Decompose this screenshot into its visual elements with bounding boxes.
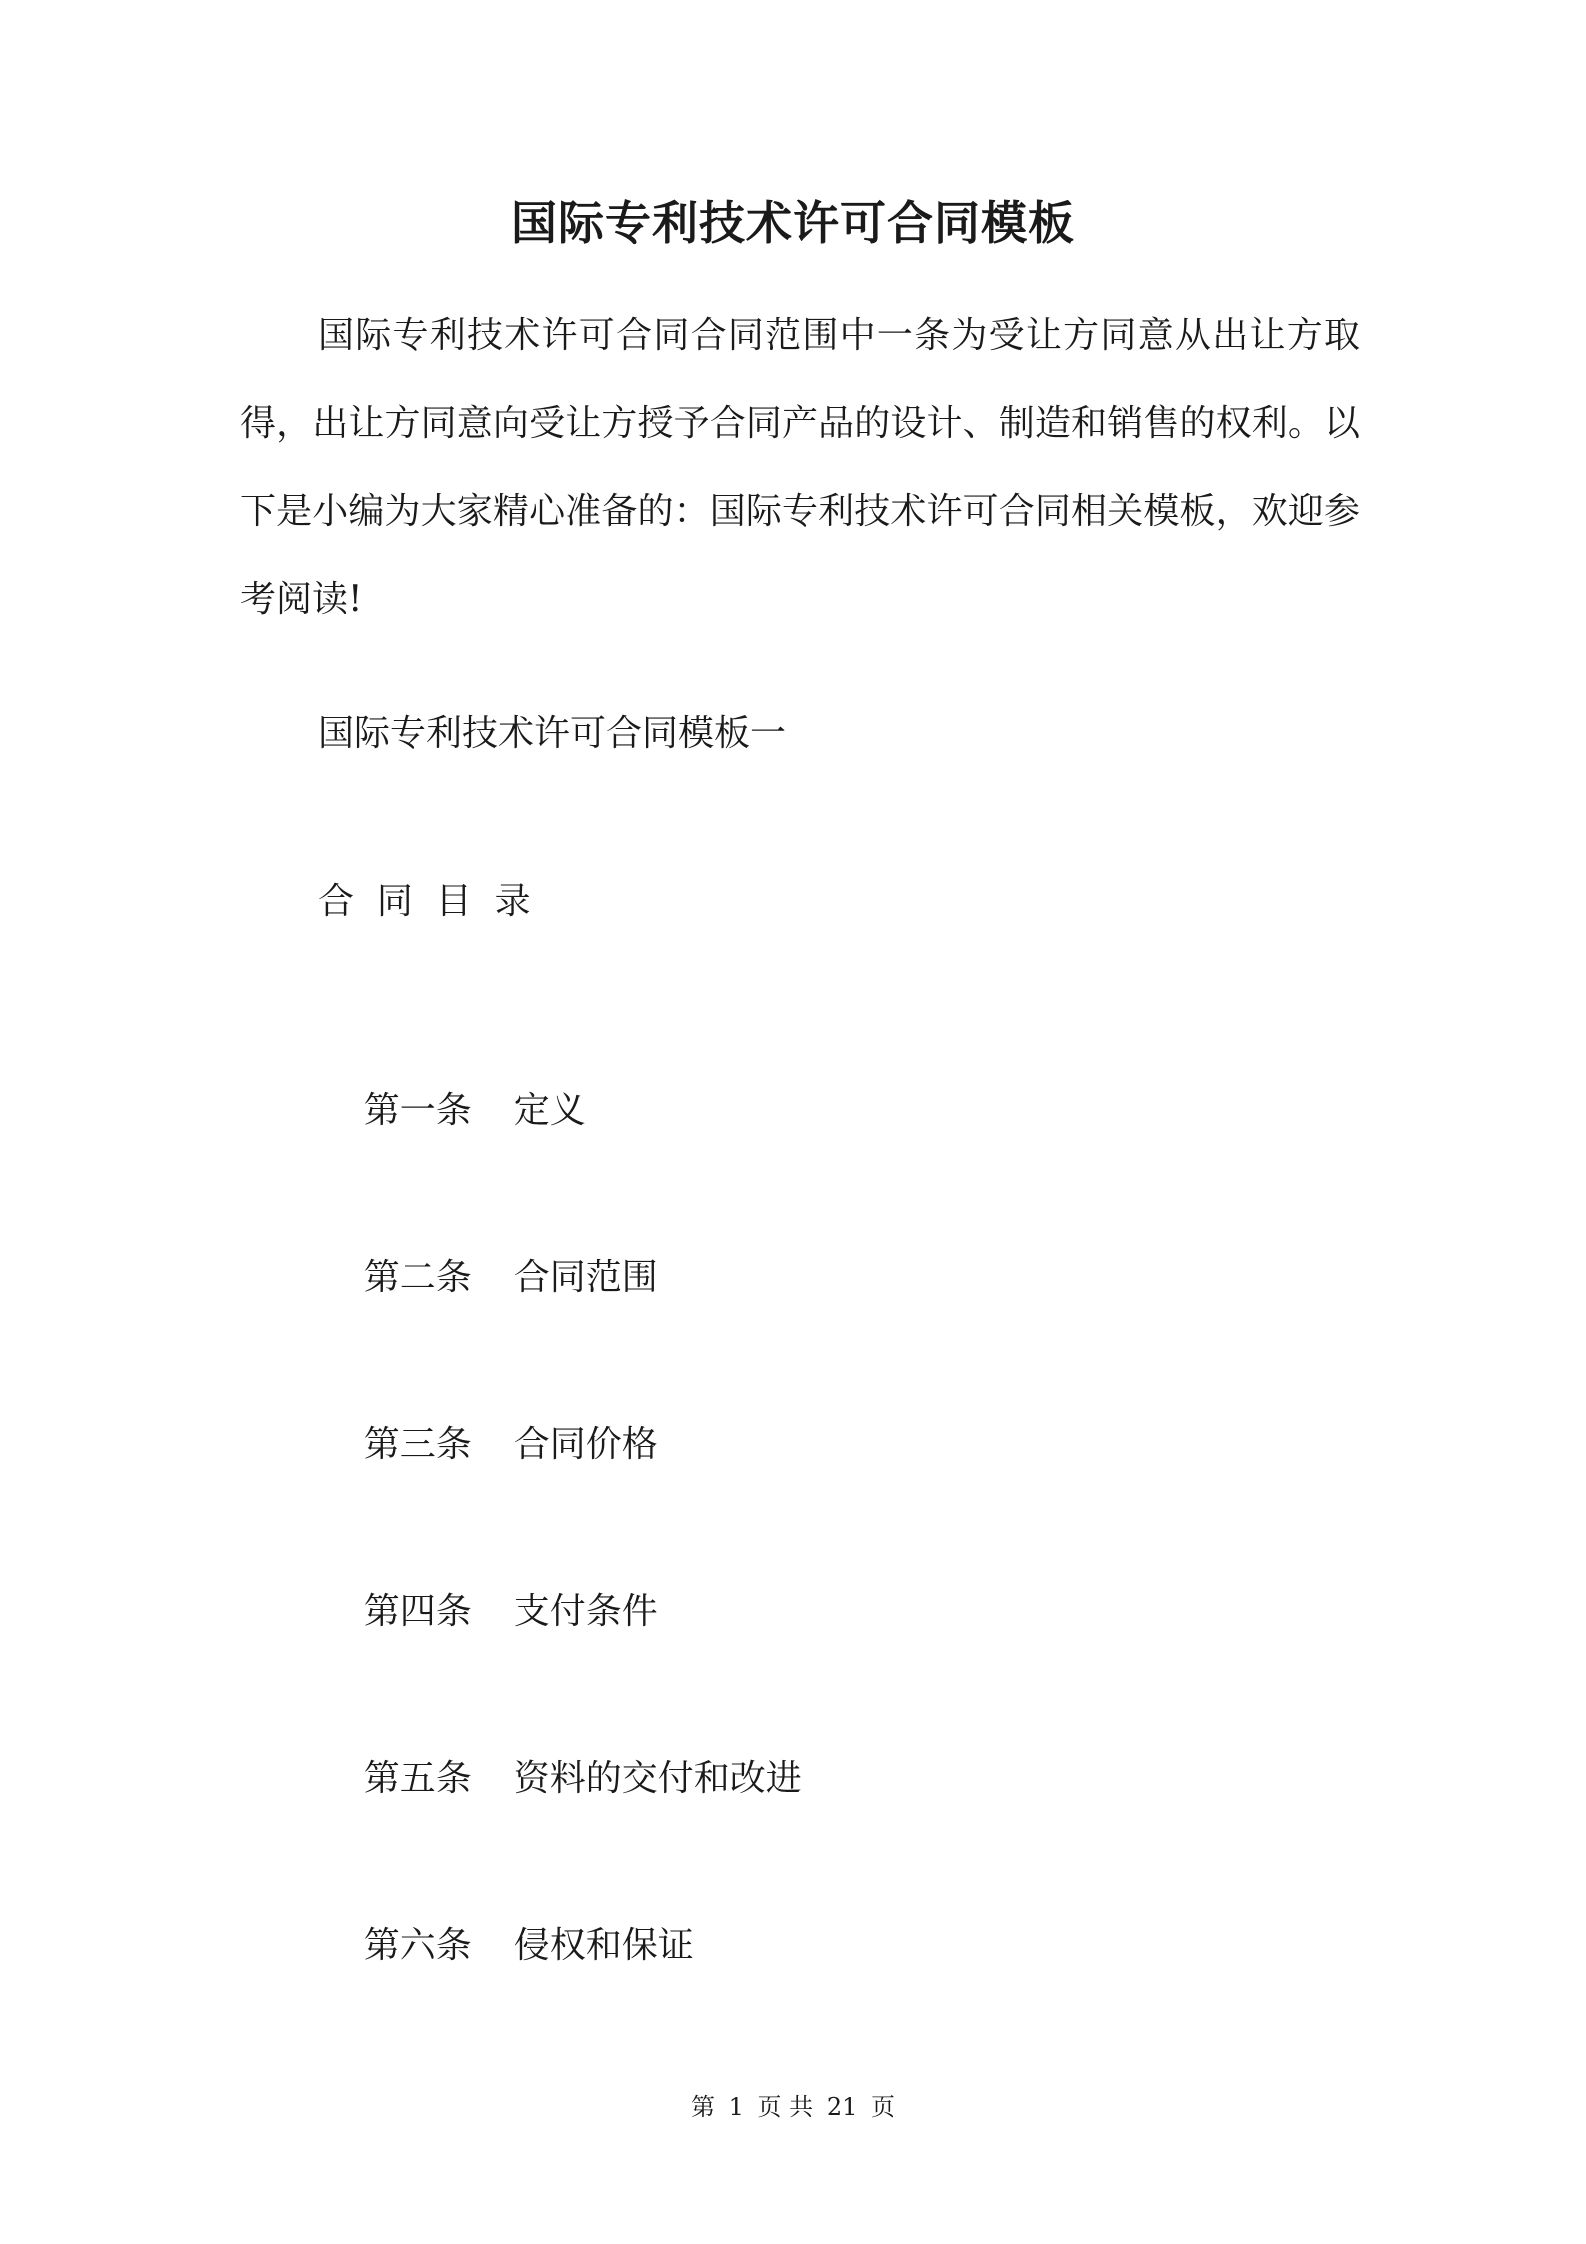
toc-item [318, 1213, 658, 1343]
page-footer [0, 2093, 1586, 2122]
toc-item-number: 第六条 [363, 1925, 472, 1967]
footer-prefix: 第 [690, 2093, 715, 2121]
toc-item-number: 第五条 [363, 1758, 472, 1800]
toc-item-label: 定义 [513, 1090, 586, 1132]
toc-item-label: 侵权和保证 [513, 1925, 694, 1967]
template-heading: 国际专利技术许可合同模板一 [318, 713, 787, 754]
toc-item-number: 第四条 [363, 1591, 472, 1633]
document-title: 国际专利技术许可合同模板 [511, 196, 1075, 250]
footer-middle: 页 共 [757, 2093, 814, 2121]
toc-item-label: 合同价格 [513, 1424, 658, 1466]
toc-item [318, 1714, 802, 1844]
footer-page-number: 1 [728, 2093, 744, 2121]
toc-item-label: 资料的交付和改进 [513, 1758, 802, 1800]
toc-item [318, 1380, 658, 1510]
toc-item [318, 1547, 658, 1677]
toc-item-number: 第一条 [363, 1090, 472, 1132]
toc-item [318, 1881, 694, 2011]
toc-item-number: 第三条 [363, 1424, 472, 1466]
toc-heading: 合 同 目 录 [318, 881, 531, 922]
intro-paragraph: 国际专利技术许可合同合同范围中一条为受让方同意从出让方取得，出让方同意向受让方授予合同产品的设计、制造和销售的权利。以下是小编为大家精心准备的：国际专利技术许可合同相关模板，欢迎参考阅读! [240, 315, 1360, 620]
footer-suffix: 页 [871, 2093, 896, 2121]
toc-item-number: 第二条 [363, 1257, 472, 1299]
footer-total-pages: 21 [826, 2093, 858, 2121]
toc-item-label: 支付条件 [513, 1591, 658, 1633]
toc-item [318, 1046, 586, 1176]
toc-item-label: 合同范围 [513, 1257, 658, 1299]
